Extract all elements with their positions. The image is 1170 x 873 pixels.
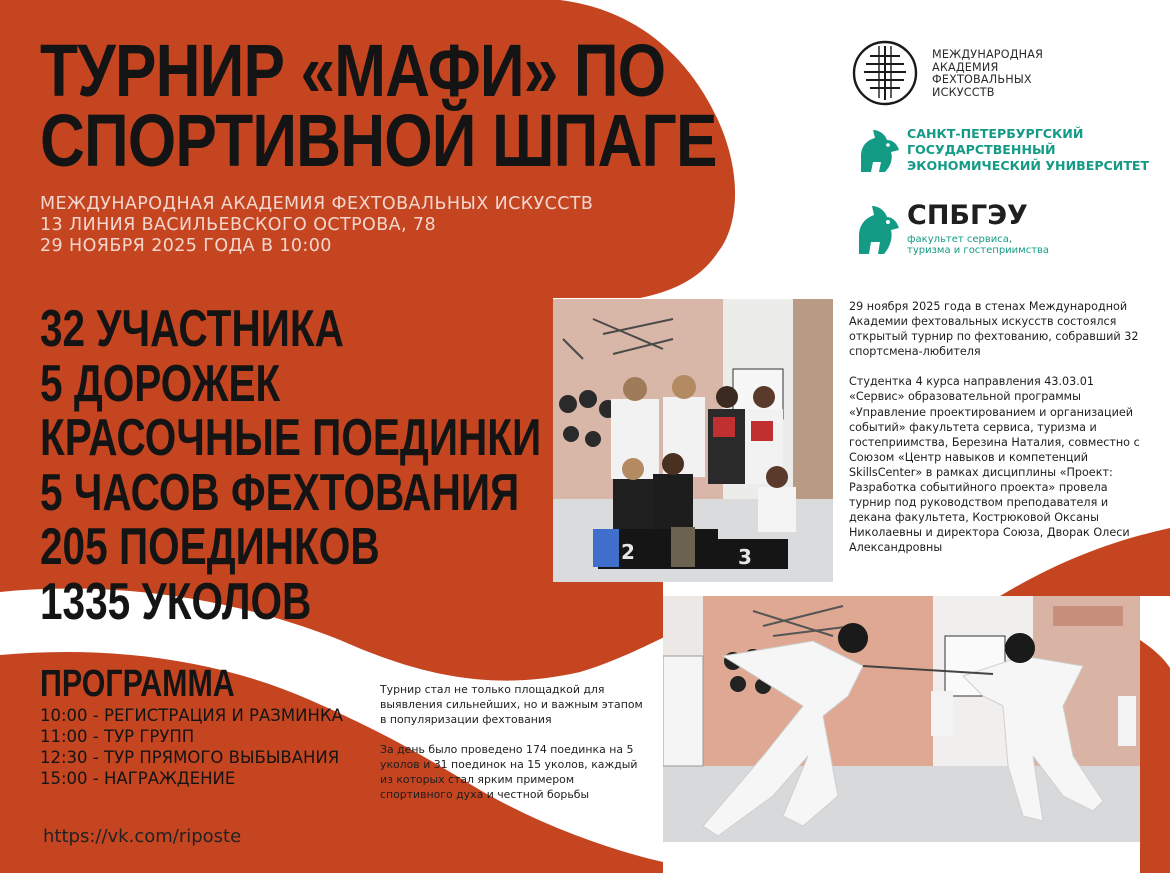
tournament-summary [380,682,650,802]
university-logo-line: ЭКОНОМИЧЕСКИЙ УНИВЕРСИТЕТ [907,158,1150,173]
stat-item: КРАСОЧНЫЕ ПОЕДИНКИ [40,409,542,467]
program-list [40,705,343,789]
university-logo-line: САНКТ-ПЕТЕРБУРГСКИЙ [907,126,1084,141]
program-item: 11:00 - ТУР ГРУПП [40,727,195,746]
event-description [849,299,1147,556]
academy-logo [852,40,1092,106]
faculty-logo-name: СПБГЭУ [907,200,1028,231]
podium-number: 2 [621,540,635,564]
griffin-icon [855,202,901,256]
summary-paragraph: За день было проведено 174 поединка на 5 уколов и 31 поединок на 15 уколов, каждый из которых стал ярким примером спортивного духа и честной борьбы [380,743,638,801]
description-paragraph: Студентка 4 курса направления 43.03.01 «Сервис» образовательной программы «Управление проектированием и организацией событий» факультета сервиса, туризма и гостеприимства, Березина Наталия, совместно с Союзом «Центр навыков и компетенций SkillsCenter» в рамках дисциплины «Проект: Разработка событийного проекта» провела турнир под руководством преподавателя и декана факультета, Кострюковой Оксаны Николаевны и директора Союза, Дворак Олеси Александровны [849,375,1140,555]
stat-item: 1335 УКОЛОВ [40,572,312,631]
title-line: ТУРНИР «МАФИ» ПО [40,29,666,112]
venue-address: 13 ЛИНИЯ ВАСИЛЬЕВСКОГО ОСТРОВА, 78 [40,215,436,235]
stat-item: 5 ЧАСОВ ФЕХТОВАНИЯ [40,463,520,522]
stat-item: 5 ДОРОЖЕК [40,354,281,413]
right-orange-wedge [1140,640,1170,873]
university-logo-text [907,126,1149,174]
academy-logo-line: ФЕХТОВАЛЬНЫХ [932,73,1032,86]
university-logo-line: ГОСУДАРСТВЕННЫЙ [907,142,1056,157]
faculty-logo-subline: туризма и гостеприимства [907,245,1050,256]
academy-emblem-icon [852,40,918,106]
page-title [40,29,717,182]
description-paragraph: 29 ноября 2025 года в стенах Международной Академии фехтовальных искусств состоялся открытый турнир по фехтованию, собравший 32 спортсмена-любителя [849,300,1139,359]
faculty-logo [855,200,1095,258]
university-logo [855,126,1150,178]
vk-link[interactable]: https://vk.com/riposte [43,826,242,847]
stats-list [40,302,541,629]
event-info [40,194,593,257]
program-item: 10:00 - РЕГИСТРАЦИЯ И РАЗМИНКА [40,706,343,725]
program-item: 12:30 - ТУР ПРЯМОГО ВЫБЫВАНИЯ [40,748,340,767]
fencing-bout-photo [663,596,1140,842]
academy-logo-line: АКАДЕМИЯ [932,60,999,74]
title-line: СПОРТИВНОЙ ШПАГЕ [40,99,717,182]
venue-name: МЕЖДУНАРОДНАЯ АКАДЕМИЯ ФЕХТОВАЛЬНЫХ ИСКУССТВ [40,194,594,214]
stat-item: 32 УЧАСТНИКА [40,300,344,358]
faculty-logo-subline: факультет сервиса, [907,234,1013,245]
program-title: ПРОГРАММА [40,663,235,705]
stat-item: 205 ПОЕДИНКОВ [40,518,380,576]
faculty-logo-subtitle [907,234,1049,256]
academy-logo-line: ИСКУССТВ [932,85,995,99]
academy-logo-line: МЕЖДУНАРОДНАЯ [932,48,1044,61]
podium-photo [553,299,833,582]
summary-paragraph: Турнир стал не только площадкой для выявления сильнейших, но и важным этапом в популяризации фехтования [380,683,643,726]
event-date: 29 НОЯБРЯ 2025 ГОДА В 10:00 [40,236,332,256]
academy-logo-text [932,49,1043,99]
program-item: 15:00 - НАГРАЖДЕНИЕ [40,769,236,788]
griffin-icon [855,126,901,174]
podium-number: 3 [738,545,752,569]
